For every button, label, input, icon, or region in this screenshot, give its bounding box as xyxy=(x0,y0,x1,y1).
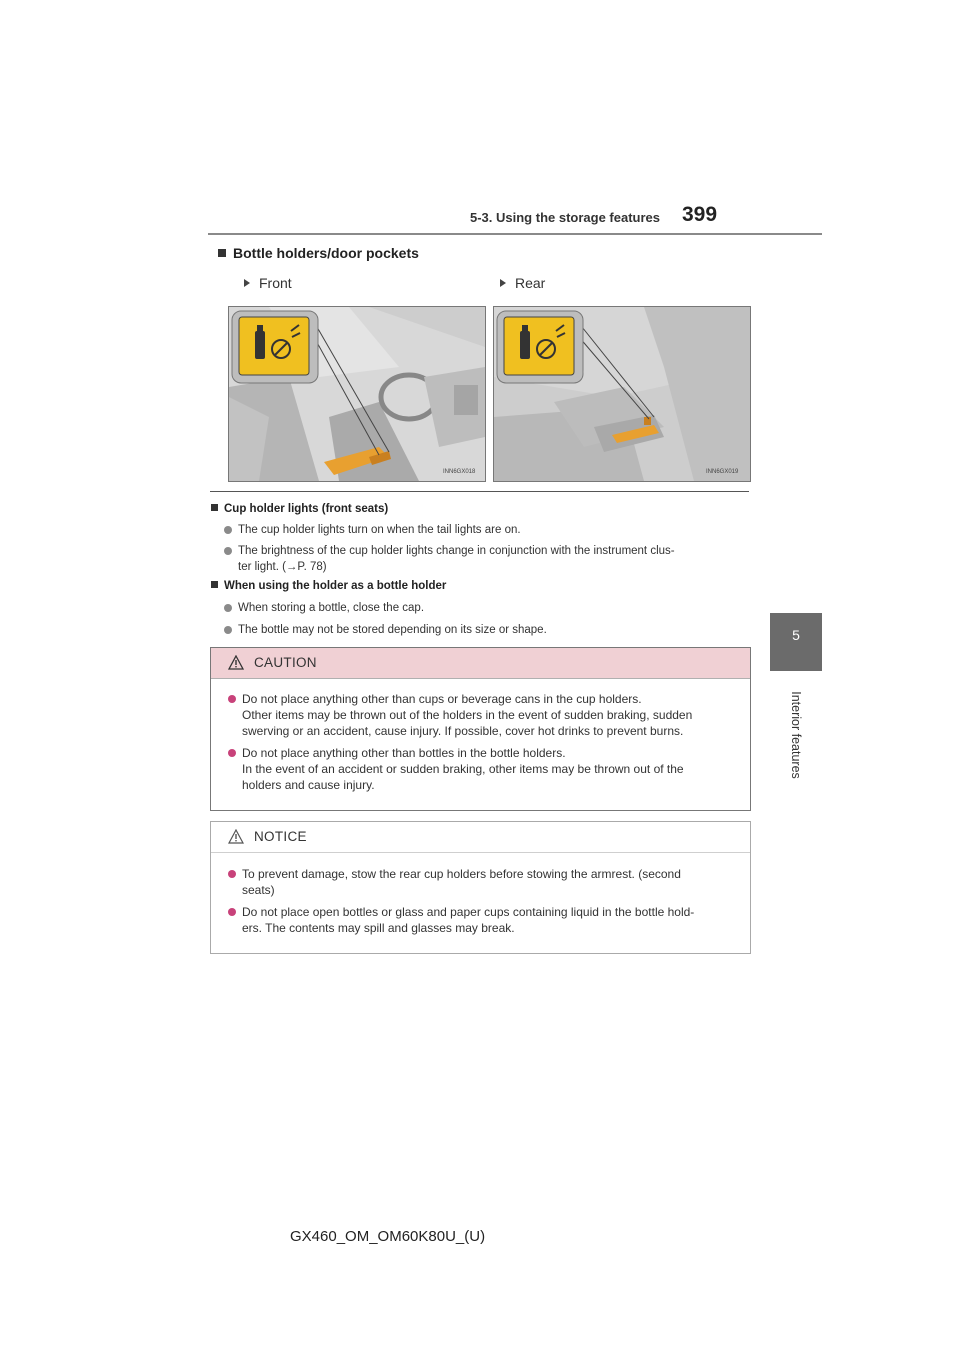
triangle-arrow-icon xyxy=(244,279,250,287)
caution-item-text: holders and cause injury. xyxy=(242,778,375,792)
caution-item-text: Do not place anything other than cups or beverage cans in the cup holders. xyxy=(242,692,642,706)
caution-box xyxy=(210,647,751,811)
note-bullet-text: The brightness of the cup holder lights change in conjunction with the instrument clus- xyxy=(238,545,675,557)
notice-item-text: To prevent damage, stow the rear cup holders before stowing the armrest. (second xyxy=(242,867,681,881)
warning-triangle-icon xyxy=(228,655,244,670)
bullet-dot-icon xyxy=(224,604,232,612)
front-label xyxy=(244,275,292,291)
rear-label xyxy=(500,275,545,291)
note-bullet xyxy=(224,622,749,638)
bullet-dot-icon xyxy=(228,870,236,878)
bullet-dot-icon xyxy=(224,547,232,555)
note-heading-text: Cup holder lights (front seats) xyxy=(224,503,389,515)
bullet-dot-icon xyxy=(228,908,236,916)
note-heading-text: When using the holder as a bottle holder xyxy=(224,580,447,592)
bullet-dot-icon xyxy=(228,749,236,757)
bullet-dot-icon xyxy=(224,526,232,534)
section-title-text: Bottle holders/door pockets xyxy=(233,245,419,261)
caution-item-text: In the event of an accident or sudden braking, other items may be thrown out of the xyxy=(242,762,684,776)
section-title xyxy=(218,245,419,261)
notice-item xyxy=(228,904,743,936)
note-bullet-text: The cup holder lights turn on when the tail lights are on. xyxy=(238,524,521,536)
note-heading-cup-lights xyxy=(211,503,388,515)
caution-item-text: Do not place anything other than bottles in the bottle holders. xyxy=(242,746,566,760)
note-heading-bottle-holder xyxy=(211,580,446,592)
notice-item xyxy=(228,866,743,898)
triangle-arrow-icon xyxy=(500,279,506,287)
square-bullet-icon xyxy=(218,249,226,257)
rear-label-text: Rear xyxy=(515,275,546,291)
caution-item xyxy=(228,745,743,793)
caution-title: CAUTION xyxy=(254,655,317,670)
notice-title: NOTICE xyxy=(254,829,307,844)
notice-item-text: ers. The contents may spill and glasses may break. xyxy=(242,921,515,935)
rear-illustration xyxy=(493,306,751,482)
running-header-section: 5-3. Using the storage features xyxy=(470,210,660,225)
caution-header xyxy=(211,648,750,679)
warning-triangle-icon xyxy=(228,829,244,844)
page-number: 399 xyxy=(682,203,718,226)
note-bullet-text: When storing a bottle, close the cap. xyxy=(238,602,425,614)
note-bullet-text: The bottle may not be stored depending on its size or shape. xyxy=(238,624,547,636)
front-illustration xyxy=(228,306,486,482)
caution-item xyxy=(228,691,743,739)
note-bullet-continued: ter light. (→P. 78) xyxy=(238,561,327,573)
front-label-text: Front xyxy=(259,275,292,291)
rear-image-code: INN6GX019 xyxy=(706,469,739,475)
chapter-number: 5 xyxy=(792,627,800,643)
bullet-dot-icon xyxy=(228,695,236,703)
front-image-code: INN6GX018 xyxy=(443,469,476,475)
caution-item-text: swerving or an accident, cause injury. If possible, cover hot drinks to prevent burns. xyxy=(242,724,684,738)
note-bullet xyxy=(224,543,749,559)
notice-item-text: seats) xyxy=(242,883,275,897)
notice-header xyxy=(211,822,750,853)
square-bullet-icon xyxy=(211,581,218,588)
chapter-label-text: Interior features xyxy=(789,691,803,779)
notice-item-text: Do not place open bottles or glass and paper cups containing liquid in the bottle hold- xyxy=(242,905,695,919)
notice-box xyxy=(210,821,751,954)
note-bullet xyxy=(224,522,749,538)
header-rule xyxy=(208,233,822,235)
caution-item-text: Other items may be thrown out of the holders in the event of sudden braking, sudden xyxy=(242,708,693,722)
note-bullet xyxy=(224,600,749,616)
bullet-dot-icon xyxy=(224,626,232,634)
illustration-divider xyxy=(210,491,749,492)
footer-document-code: GX460_OM_OM60K80U_(U) xyxy=(290,1228,486,1245)
square-bullet-icon xyxy=(211,504,218,511)
chapter-label xyxy=(786,680,806,790)
